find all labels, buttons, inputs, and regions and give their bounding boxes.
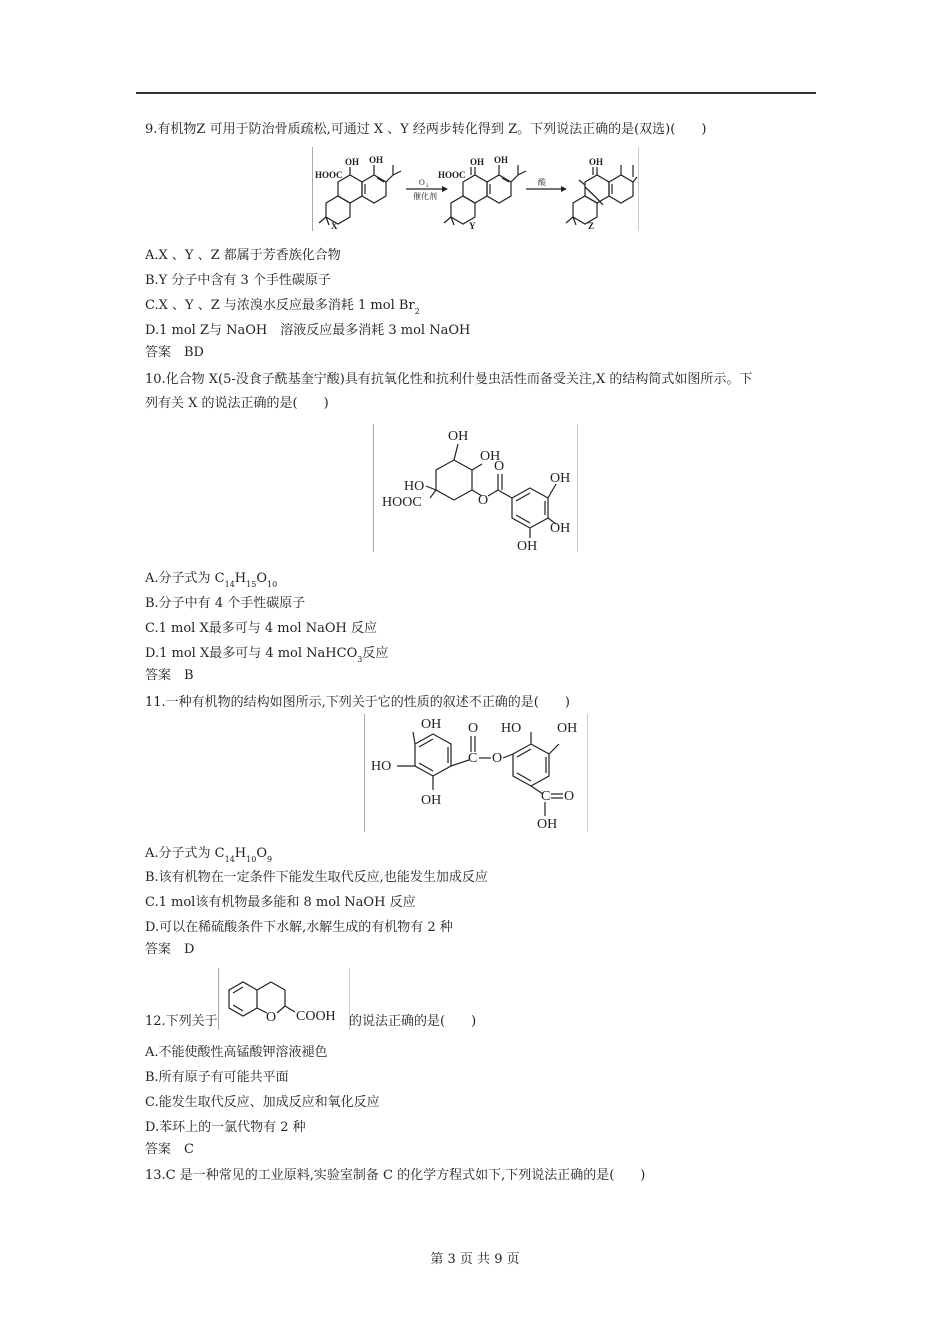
q9-option-b: B.Y 分子中含有 3 个手性碳原子 <box>145 273 331 288</box>
compound-x-label: X <box>331 221 338 231</box>
page-footer: 第 3 页 共 9 页 <box>430 1252 520 1267</box>
q10-stem-line2: 列有关 X 的说法正确的是( ) <box>145 396 329 411</box>
carbonyl-oxygen-label: O <box>468 721 479 736</box>
q12-option-d: D.苯环上的一氯代物有 2 种 <box>145 1120 306 1135</box>
oh-label: OH <box>480 449 501 464</box>
q12-option-c: C.能发生取代反应、加成反应和氧化反应 <box>145 1095 380 1110</box>
q11-answer: 答案 D <box>145 942 195 957</box>
oh-label: OH <box>557 721 578 736</box>
oh-label: OH <box>517 539 538 552</box>
q11-option-d: D.可以在稀硫酸条件下水解,水解生成的有机物有 2 种 <box>145 920 453 935</box>
q11-option-a: A.分子式为 $C_{14}H_{10}O_9$ <box>145 846 273 864</box>
ho-label: HO <box>371 759 392 774</box>
q10-option-a: A.分子式为 $C_{14}H_{15}O_{10}$ <box>145 571 278 589</box>
ring-oxygen-label: O <box>266 1010 277 1025</box>
hooc-label: HOOC <box>315 170 343 180</box>
q10-option-d: D.1 mol X最多可与 4 mol NaHCO$_3$反应 <box>145 646 389 664</box>
q9-option-c: C.X 、Y 、Z 与浓溴水反应最多消耗 1 mol $Br_2$ <box>145 298 420 316</box>
oh-label: OH <box>470 157 485 167</box>
q12-stem-prefix: 12.下列关于 <box>145 1014 218 1029</box>
oh-label: OH <box>421 717 442 732</box>
oh-label: OH <box>421 793 442 808</box>
ho-label: HO <box>404 479 425 494</box>
q10-structure-figure <box>373 424 578 552</box>
oh-label: OH <box>369 155 384 165</box>
carbonyl-oxygen-label: O <box>564 789 575 804</box>
arrow1-reagent: O <box>419 178 425 187</box>
q10-option-b: B.分子中有 4 个手性碳原子 <box>145 596 306 611</box>
q10-option-c: C.1 mol X最多可与 4 mol NaOH 反应 <box>145 621 377 636</box>
compound-y-label: Y <box>469 221 476 231</box>
header-rule <box>136 92 816 94</box>
oh-label: OH <box>550 521 571 536</box>
carbon-label: C <box>541 789 551 804</box>
q10-stem-line1: 10.化合物 X(5-没食子酰基奎宁酸)具有抗氧化性和抗利什曼虫活性而备受关注,X 的结构简式如图所示。下 <box>145 372 753 387</box>
q11-option-c: C.1 mol该有机物最多能和 8 mol NaOH 反应 <box>145 895 416 910</box>
cooh-label: COOH <box>296 1009 336 1024</box>
q13-stem: 13.C 是一种常见的工业原料,实验室制备 C 的化学方程式如下,下列说法正确的是( ) <box>145 1168 646 1183</box>
ho-label: HO <box>501 721 522 736</box>
carbon-label: C <box>468 751 478 766</box>
q11-structure-figure <box>364 714 588 832</box>
arrow1-catalyst: 催化剂 <box>413 192 437 201</box>
oh-label: OH <box>589 157 604 167</box>
arrow1-reagent-sub: 2 <box>426 184 429 189</box>
oh-label: OH <box>345 157 360 167</box>
q12-option-b: B.所有原子有可能共平面 <box>145 1070 289 1085</box>
q9-stem: 9.有机物Z 可用于防治骨质疏松,可通过 X 、Y 经两步转化得到 Z。下列说法正确的是(双选)( ) <box>145 122 707 137</box>
hooc-label: HOOC <box>382 495 422 510</box>
q9-option-d: D.1 mol Z与 NaOH 溶液反应最多消耗 3 mol NaOH <box>145 323 471 338</box>
q12-stem-suffix: 的说法正确的是( ) <box>349 1014 477 1029</box>
ester-oxygen-label: O <box>492 751 503 766</box>
q12-structure-figure <box>218 968 350 1030</box>
carbonyl-oxygen-label: O <box>494 459 505 474</box>
ester-oxygen-label: O <box>478 493 489 508</box>
oh-label: OH <box>550 471 571 486</box>
hooc-label: HOOC <box>438 170 466 180</box>
q12-answer: 答案 C <box>145 1142 194 1157</box>
oh-label: OH <box>448 429 469 444</box>
q10-answer: 答案 B <box>145 668 194 683</box>
q9-reaction-figure <box>312 147 639 231</box>
q9-answer: 答案 BD <box>145 345 204 360</box>
q11-option-b: B.该有机物在一定条件下能发生取代反应,也能发生加成反应 <box>145 870 488 885</box>
arrow2-reagent: 酸 <box>538 178 546 187</box>
oh-label: OH <box>537 817 558 832</box>
oh-label: OH <box>494 155 509 165</box>
q11-stem: 11.一种有机物的结构如图所示,下列关于它的性质的叙述不正确的是( ) <box>145 695 570 710</box>
q12-option-a: A.不能使酸性高锰酸钾溶液褪色 <box>145 1045 328 1060</box>
q9-option-a: A.X 、Y 、Z 都属于芳香族化合物 <box>145 248 341 263</box>
compound-z-label: Z <box>588 221 595 231</box>
